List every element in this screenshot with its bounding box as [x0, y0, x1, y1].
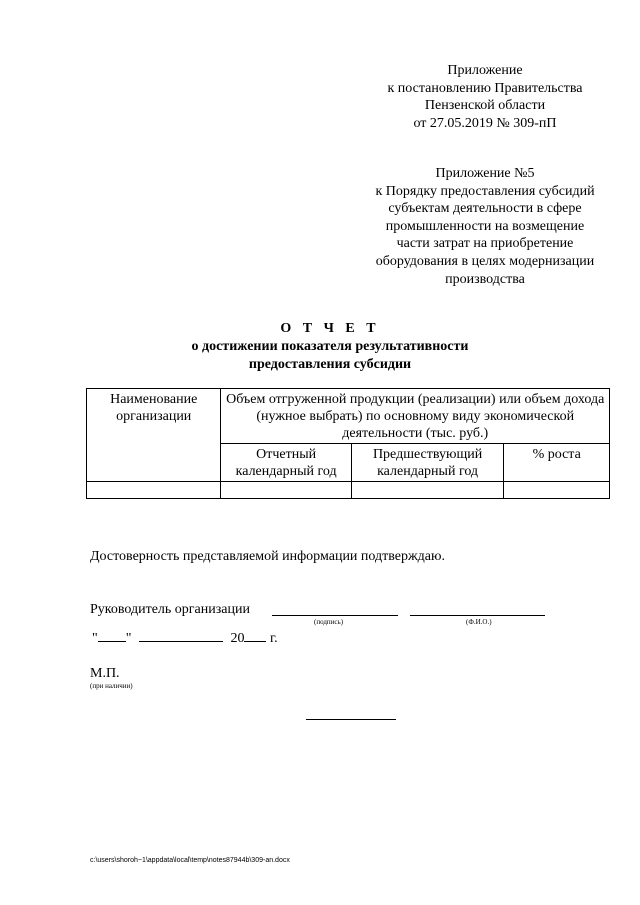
year-blank[interactable]	[244, 627, 266, 642]
annex1-line: к постановлению Правительства	[387, 80, 583, 96]
year-suffix: г.	[269, 631, 278, 646]
annex1-line: от 27.05.2019 № 309-пП	[413, 115, 557, 131]
day-blank[interactable]	[98, 627, 126, 642]
annex2-line: субъектам деятельности в сфере	[388, 201, 582, 217]
annex1-line: Приложение	[447, 63, 523, 78]
date-close-quote: "	[125, 631, 132, 646]
annex2-line: производства	[445, 271, 525, 287]
footer-file-path: c:\users\shoroh~1\appdata\local\temp\notes87944b\309-an.docx	[90, 857, 290, 864]
annex2-line: оборудования в целях модернизации	[375, 253, 595, 269]
date-row	[92, 627, 278, 648]
cell-reporting-year[interactable]	[221, 482, 351, 499]
signature-caption: (подпись)	[314, 618, 344, 626]
report-subtitle-line2: предоставления субсидии	[248, 357, 412, 372]
stamp-caption: (при наличии)	[90, 682, 133, 690]
table-header-row	[87, 389, 610, 444]
annex-header-2	[340, 165, 630, 288]
month-blank[interactable]	[139, 627, 223, 642]
stamp-label: М.П.	[90, 666, 120, 681]
report-subtitle-line1: о достижении показателя результативности	[191, 339, 469, 354]
annex2-line: промышленности на возмещение	[385, 218, 585, 234]
cell-organization-name[interactable]	[87, 482, 221, 499]
date-open-quote: "	[92, 631, 98, 646]
full-name-caption: (Ф.И.О.)	[466, 618, 492, 626]
header-previous-year: Предшествующий календарный год	[351, 444, 504, 482]
annex2-line: к Порядку предоставления субсидий	[375, 183, 595, 199]
header-organization-name: Наименование организации	[87, 389, 221, 482]
cell-previous-year[interactable]	[351, 482, 504, 499]
annex1-line: Пензенской области	[424, 98, 546, 114]
header-growth-percent: % роста	[504, 444, 610, 482]
separator-line	[306, 719, 396, 720]
table-row	[87, 482, 610, 499]
signature-row	[90, 601, 250, 619]
full-name-blank[interactable]	[410, 615, 545, 616]
report-title: О Т Ч Е Т	[280, 321, 380, 336]
header-reporting-year: Отчетный календарный год	[221, 444, 351, 482]
annex-header-1	[340, 62, 630, 132]
report-title-block	[80, 320, 580, 374]
annex2-line: Приложение №5	[435, 166, 535, 181]
cell-growth-percent[interactable]	[504, 482, 610, 499]
annex2-line: части затрат на приобретение	[396, 236, 574, 252]
signature-label: Руководитель организации	[90, 602, 250, 617]
signature-blank[interactable]	[272, 615, 398, 616]
report-table	[86, 388, 610, 499]
confirmation-text: Достоверность представляемой информации подтверждаю.	[90, 549, 445, 564]
year-prefix: 20	[230, 631, 245, 646]
header-volume: Объем отгруженной продукции (реализации) или объем дохода (нужное выбрать) по основному виду экономической деятельности (тыс. руб.)	[221, 389, 610, 444]
